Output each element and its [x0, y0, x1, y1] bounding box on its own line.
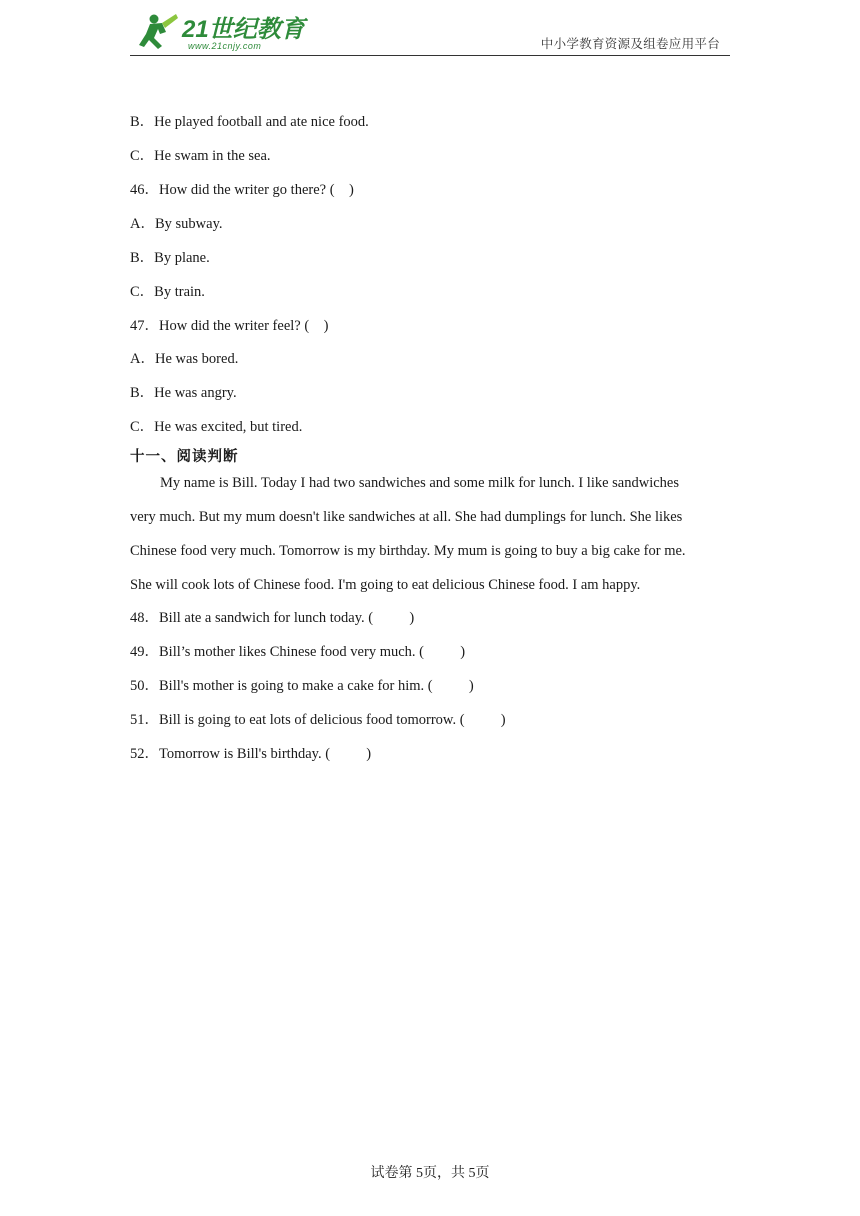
option-line: A．By subway.	[130, 216, 223, 232]
question-51: 51．Bill is going to eat lots of delicious food tomorrow. ( )	[130, 712, 506, 728]
option-line: B．He was angry.	[130, 385, 237, 401]
runner-icon	[139, 14, 178, 49]
passage-line: Chinese food very much. Tomorrow is my birthday. My mum is going to buy a big cake for me.	[130, 543, 686, 559]
passage-line: very much. But my mum doesn't like sandwiches at all. She had dumplings for lunch. She likes	[130, 509, 683, 525]
page-footer: 试卷第 5页，共 5页	[370, 1166, 490, 1181]
question-52: 52．Tomorrow is Bill's birthday. ( )	[130, 746, 372, 762]
section-title: 十一、阅读判断	[130, 449, 239, 465]
option-line: C．He was excited, but tired.	[130, 419, 303, 435]
question-48: 48．Bill ate a sandwich for lunch today. ( )	[130, 610, 415, 626]
option-line: C．By train.	[130, 284, 205, 300]
logo-url: www.21cnjy.com	[188, 41, 262, 51]
question-50: 50．Bill's mother is going to make a cake for him. ( )	[130, 678, 474, 694]
header-divider	[130, 55, 730, 56]
passage-line: My name is Bill. Today I had two sandwiches and some milk for lunch. I like sandwiches	[160, 475, 680, 491]
logo-text: 21世纪教育	[182, 16, 305, 43]
option-line: B．By plane.	[130, 250, 210, 266]
question-49: 49．Bill’s mother likes Chinese food very much. ( )	[130, 644, 466, 660]
option-line: B．He played football and ate nice food.	[130, 114, 369, 130]
option-line: A．He was bored.	[130, 351, 239, 367]
page-header	[130, 10, 730, 56]
question-46: 46．How did the writer go there? ( )	[130, 182, 354, 198]
question-47: 47．How did the writer feel? ( )	[130, 318, 329, 334]
option-line: C．He swam in the sea.	[130, 148, 271, 164]
header-tagline: 中小学教育资源及组卷应用平台	[540, 37, 720, 51]
site-logo	[132, 10, 312, 54]
passage-line: She will cook lots of Chinese food. I'm going to eat delicious Chinese food. I am happy.	[130, 577, 641, 593]
